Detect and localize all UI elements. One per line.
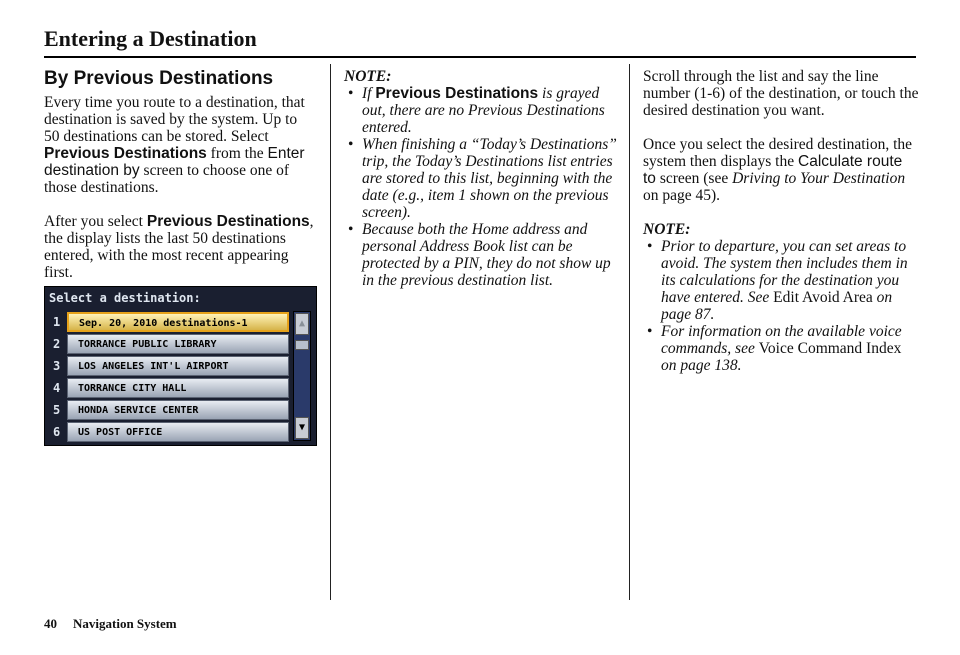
row-number: 3: [53, 359, 61, 373]
scroll-paragraph: Scroll through the list and say the line number (1-6) of the destination, or touch the desired destination you want.: [643, 68, 919, 119]
column-divider: [629, 64, 630, 600]
text: on page 138.: [661, 357, 742, 374]
page-number: 40: [44, 616, 57, 631]
text: screen (see: [655, 170, 733, 187]
note-label: NOTE:: [344, 68, 392, 85]
list-item[interactable]: [45, 356, 291, 376]
text: If: [362, 85, 376, 102]
text: Once you select the desired destination, the system then displays the: [643, 136, 913, 170]
cross-reference: Edit Avoid Area: [773, 289, 873, 306]
ui-term: Previous Destinations: [44, 145, 207, 162]
destination-screen: [44, 286, 317, 446]
row-number: 5: [53, 403, 61, 417]
column-2: [344, 68, 620, 289]
text: After you select: [44, 213, 147, 230]
ui-term: Previous Destinations: [146, 213, 310, 230]
column-1: [44, 68, 314, 281]
list-item: • Because both the Home address and personal Address Book list can be protected by a PIN, they do not show up in the previous destination list.: [344, 221, 620, 289]
after-select-paragraph: [44, 213, 314, 281]
scrollbar[interactable]: [293, 311, 311, 441]
scroll-down-icon[interactable]: ▼: [295, 417, 309, 439]
scroll-thumb[interactable]: [295, 340, 309, 350]
column-3: [643, 68, 919, 374]
ui-term: Calculate route to: [643, 153, 903, 187]
ui-term: Previous Destinations: [375, 85, 539, 102]
note-list: [344, 85, 620, 289]
list-item: • When finishing a “Today’s Destinations” trip, the Today’s Destinations list entries are stored to this list, beginning with the date (e.g., item 1 shown on the previous screen).: [344, 136, 620, 221]
page-footer: [44, 616, 177, 632]
cross-reference: Driving to Your Destination: [732, 170, 906, 187]
text: Prior to departure, you can set areas to avoid. The system then includes them in its calculations for the destination you have entered. See: [661, 238, 908, 306]
note-list: [643, 238, 919, 374]
text: screen to choose one of those destinations.: [44, 162, 290, 196]
text: is grayed out, there are no Previous Destinations entered.: [362, 85, 605, 136]
page-title: Entering a Destination: [44, 26, 257, 51]
destination-button[interactable]: LOS ANGELES INT'L AIRPORT: [67, 356, 289, 376]
list-item: [643, 323, 919, 374]
row-number: 6: [53, 425, 61, 439]
ui-term: Enter destination by: [44, 145, 305, 179]
cross-reference: Voice Command Index: [758, 340, 902, 357]
text: For information on the available voice commands, see: [661, 323, 902, 357]
footer-label: Navigation System: [73, 616, 177, 631]
text: on page 45).: [643, 187, 721, 204]
list-item[interactable]: [45, 312, 291, 332]
title-rule: [44, 56, 916, 58]
note-label: NOTE:: [643, 221, 691, 238]
row-number: 4: [53, 381, 61, 395]
screen-header: Select a destination:: [49, 291, 201, 305]
text: , the display lists the last 50 destinations entered, with the most recent appearing first.: [44, 213, 314, 281]
scroll-up-icon[interactable]: ▲: [295, 313, 309, 335]
list-item[interactable]: [45, 334, 291, 354]
row-number: 1: [53, 315, 61, 329]
list-item[interactable]: [45, 400, 291, 420]
text: on page 87.: [661, 289, 893, 323]
intro-paragraph: [44, 94, 314, 196]
destination-button[interactable]: US POST OFFICE: [67, 422, 289, 442]
text: Every time you route to a destination, that destination is saved by the system. Up to 50 destinations can be stored. Select: [44, 94, 305, 145]
destination-button[interactable]: TORRANCE PUBLIC LIBRARY: [67, 334, 289, 354]
list-item: [643, 238, 919, 323]
destination-button[interactable]: TORRANCE CITY HALL: [67, 378, 289, 398]
destination-button[interactable]: Sep. 20, 2010 destinations-1: [67, 312, 289, 332]
list-item[interactable]: [45, 378, 291, 398]
text: from the: [206, 145, 268, 162]
destination-button[interactable]: HONDA SERVICE CENTER: [67, 400, 289, 420]
row-number: 2: [53, 337, 61, 351]
column-divider: [330, 64, 331, 600]
select-paragraph: [643, 136, 919, 204]
section-heading: By Previous Destinations: [44, 68, 274, 89]
list-item: [344, 85, 620, 136]
list-item[interactable]: [45, 422, 291, 442]
